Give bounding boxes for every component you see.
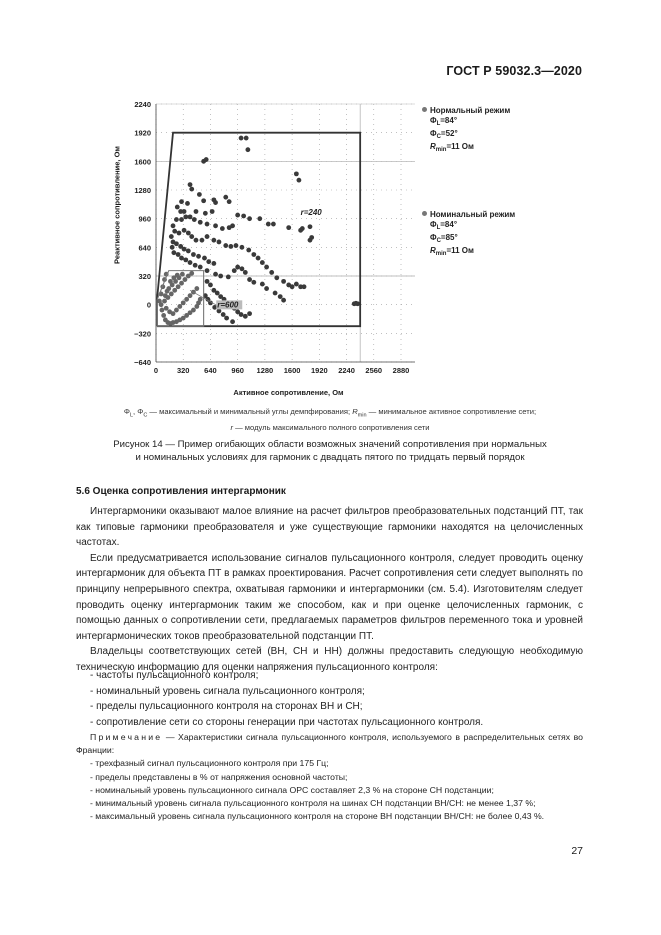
data-point [183,214,188,219]
document-code-header: ГОСТ Р 59032.3—2020 [446,64,582,78]
data-point [223,195,228,200]
data-point [203,211,208,216]
legend-marker-icon [422,211,427,216]
data-point [170,245,175,250]
data-point [232,268,237,273]
data-point [182,247,187,252]
data-point [174,241,179,246]
data-point [251,252,256,257]
y-tick-label: 320 [138,272,151,281]
data-point [176,284,181,289]
data-point [171,311,176,316]
data-point [224,316,229,321]
data-point [247,277,252,282]
data-point [168,279,173,284]
data-point [239,136,244,141]
legend-param: $\Phi_C=52^\circ$ [430,129,458,140]
y-tick-label: 2240 [134,100,151,109]
data-point [169,292,174,297]
data-point [245,147,250,152]
data-point [239,312,244,317]
data-point [308,224,313,229]
chart-x-axis-label: Активное сопротивление, Ом [233,388,344,397]
paragraph: Интергармоники оказывают малое влияние на расчет фильтров преобразовательных подстанций ПТ, так как типовые гармоники преобразователя и уже существующие гармоники находятся на целочисленных частотах. [76,506,583,549]
data-point [297,178,302,183]
data-point [176,252,181,257]
data-point [172,288,177,293]
legend-param: $\Phi_L=84^\circ$ [430,116,458,127]
data-point [273,291,278,296]
data-point [202,256,207,261]
data-point [179,256,184,261]
y-tick-label: 0 [146,300,151,310]
data-point [161,313,166,318]
data-point [177,231,182,236]
legend-marker-icon [422,107,427,112]
data-point [221,312,226,317]
data-point [309,235,314,240]
data-point [266,222,271,227]
data-point [172,229,177,234]
data-point [177,304,182,309]
data-point [201,198,206,203]
x-tick-label: 2560 [365,366,383,375]
data-point [281,279,286,284]
data-point [171,223,176,228]
list-item: - сопротивление сети со стороны генерации при частотах пульсационного контроля. [90,716,484,728]
data-point [160,308,165,313]
data-point [218,274,223,279]
chart-legend-nominal [422,210,515,259]
data-point [278,294,283,299]
data-point [294,171,299,176]
data-point [186,249,191,254]
data-point [205,268,210,273]
data-point [193,263,198,268]
data-point [197,192,202,197]
data-point [175,205,180,210]
figure-legend-notes: $\Phi_L$, $\Phi_C$ — максимальный и минимальный углы демпфирования; $R_{min}$ — минимальное активное сопротивление сети; r — модуль максимального полного сопротивления сети [123,407,537,432]
x-tick-label: 960 [231,366,244,375]
chart-annotation: r=600 [217,300,239,310]
section-body [76,504,583,676]
note-item: - максимальный уровень сигнала пульсационного контроля на стороне ВН подстанции ВН/СН: не более 0,43 %. [90,811,545,822]
data-point [230,319,235,324]
data-point [194,286,199,291]
data-point [294,282,299,287]
data-point [192,217,197,222]
data-point [191,252,196,257]
data-point [228,244,233,249]
list-item: - пределы пульсационного контроля на сторонах ВН и СН; [90,701,363,713]
data-point [230,223,235,228]
data-point [246,248,251,253]
x-tick-label: 640 [204,366,217,375]
page-number: 27 [571,845,583,857]
legend-label-normal: Нормальный режим [430,106,511,115]
data-point [196,254,201,259]
x-tick-label: 1280 [256,366,274,375]
legend-param: $\Phi_L=84^\circ$ [430,220,458,231]
section-heading: 5.6 Оценка сопротивления интергармоник [76,486,286,497]
data-point [205,279,210,284]
data-point [226,274,231,279]
note-item: - трехфазный сигнал пульсационного контроля при 175 Гц; [90,758,329,769]
y-tick-label: 1600 [134,157,151,167]
data-point [256,256,261,261]
data-point [243,270,248,275]
data-point [183,257,188,262]
data-point [179,281,184,286]
requirements-list [90,668,583,730]
y-tick-label: 960 [138,214,151,224]
data-point [200,238,205,243]
data-point [244,136,249,141]
data-point [171,250,176,255]
data-point [179,217,184,222]
data-point [182,228,187,233]
legend-param: $R_{min}=11$ Ом [430,246,474,257]
data-point [227,199,232,204]
data-point [251,280,256,285]
impedance-scatter-chart [100,92,540,402]
data-point [281,298,286,303]
legend-param: $\Phi_C=85^\circ$ [430,233,458,244]
data-point [184,297,189,302]
data-point [194,209,199,214]
data-point [188,260,193,265]
data-point [271,222,276,227]
y-tick-label: 640 [138,243,151,253]
note-item: - минимальный уровень сигнала пульсационного контроля на шинах СН подстанции ВН/СН: не менее 1,37 %; [90,798,536,809]
data-point [210,209,215,214]
y-tick-label: 1280 [134,186,151,195]
data-point [183,277,188,282]
paragraph: Владельцы соответствующих сетей (ВН, СН и НН) должны предоставить следующую необходимую техническую информацию для оценки напряжения пульсационного контроля: [76,646,583,673]
data-point [257,216,262,221]
data-point [213,223,218,228]
data-point [188,293,193,298]
data-point [211,238,216,243]
data-point [163,293,168,298]
data-point [286,225,291,230]
data-point [260,260,265,265]
data-point [234,243,239,248]
data-point [211,261,216,266]
figure-caption: Рисунок 14 — Пример огибающих области возможных значений сопротивления при нормальных и номинальных условиях для гармоник с двадцать пятого по тридцать первый порядок [113,439,547,463]
note-label: Примечание [90,732,163,742]
data-point [188,214,193,219]
legend-param: $R_{min}=11$ Ом [430,142,474,153]
note-item: - номинальный уровень пульсационного сигнала ОРС составляет 2,3 % на стороне СН подстанции; [90,784,494,795]
data-point [205,222,210,227]
y-tick-label: −640 [134,358,151,367]
data-point [241,214,246,219]
data-point [247,311,252,316]
x-tick-label: 1600 [283,366,301,375]
data-point [290,284,295,289]
data-point [235,213,240,218]
data-point [215,291,220,296]
data-point [175,273,180,278]
y-tick-label: 1920 [134,128,151,138]
data-point [185,201,190,206]
data-point [174,308,179,313]
x-tick-label: 2240 [338,366,355,375]
note-item: - пределы представлены в % от напряжения основной частоты; [90,771,348,782]
data-point [189,234,194,239]
data-point [240,245,245,250]
y-tick-label: −320 [134,329,151,339]
chart-y-axis-label: Реактивное сопротивление, Ом [112,146,122,264]
paragraph: Если предусматривается использование сигналов пульсационного контроля, следует проводить оценку интергармоник для объекта ПТ в рамках проектирования. Расчет сопротивления сети следует выполнять по принципу непрерывного спектра, охватывая гармоники и интергармоники (см. 5.4). Изготовителям следует проводить оценку интергармоник таким же способом, как и при оценке целочисленных гармоник, с помощью данных о сопротивлении сети, предлагаемых параметров фильтров переменного тока и уровней интергармонических токов преобразовательной подстанции ПТ. [76,552,583,642]
data-point [159,302,164,307]
data-point [198,297,203,302]
data-point [191,308,196,313]
data-point [269,270,274,275]
data-point [208,283,213,288]
data-point [188,182,193,187]
data-point [189,187,194,192]
legend-label-nominal: Номинальный режим [430,210,516,219]
data-point [180,272,185,277]
x-tick-label: 2880 [392,366,410,375]
data-point [205,234,210,239]
data-point [223,243,228,248]
chart-legend-normal [422,106,510,155]
data-point [235,265,240,270]
data-point [260,282,265,287]
data-point [182,209,187,214]
data-point [194,238,199,243]
data-point [174,217,179,222]
data-point [300,226,305,231]
note-block: Примечание — Характеристики сигнала пульсационного контроля, используемого в распределительных сетях во Франции: - трехфазный сигнал пульсационного контроля при 175 Гц; - пределы представлены в % от напряжения основной частоты; - номинальный уровень пульсационного сигнала ОРС составляет 2,3 % на стороне СН подстанции; - минимальный уровень сигнала пульсационного контроля на шинах СН подстанции ВН/СН: не менее 1,37 %; - максимальный уровень сигнала пульсационного контроля на стороне ВН подстанции ВН/СН: не более 0,43 %. [76,731,583,823]
data-point [198,265,203,270]
data-point [198,220,203,225]
data-point [206,259,211,264]
data-point [243,314,248,319]
data-point [165,289,170,294]
data-point [204,157,209,162]
data-point [213,200,218,205]
data-point [213,272,218,277]
data-point [274,275,279,280]
list-item: - номинальный уровень сигнала пульсационного контроля; [90,685,365,697]
data-point [169,234,174,239]
data-point [220,226,225,231]
data-point [247,216,252,221]
data-point [162,299,167,304]
data-point [186,231,191,236]
data-point [264,286,269,291]
data-point [264,265,269,270]
data-point [302,284,307,289]
data-point [240,266,245,271]
x-tick-label: 1920 [310,366,328,375]
data-point [189,271,194,276]
chart-annotation: r=240 [300,208,322,218]
data-point [217,240,222,245]
data-point [179,199,184,204]
x-tick-label: 0 [153,366,159,375]
list-item: - частоты пульсационного контроля; [90,670,259,681]
x-tick-label: 320 [176,366,190,375]
data-point [181,300,186,305]
data-point [164,306,169,311]
